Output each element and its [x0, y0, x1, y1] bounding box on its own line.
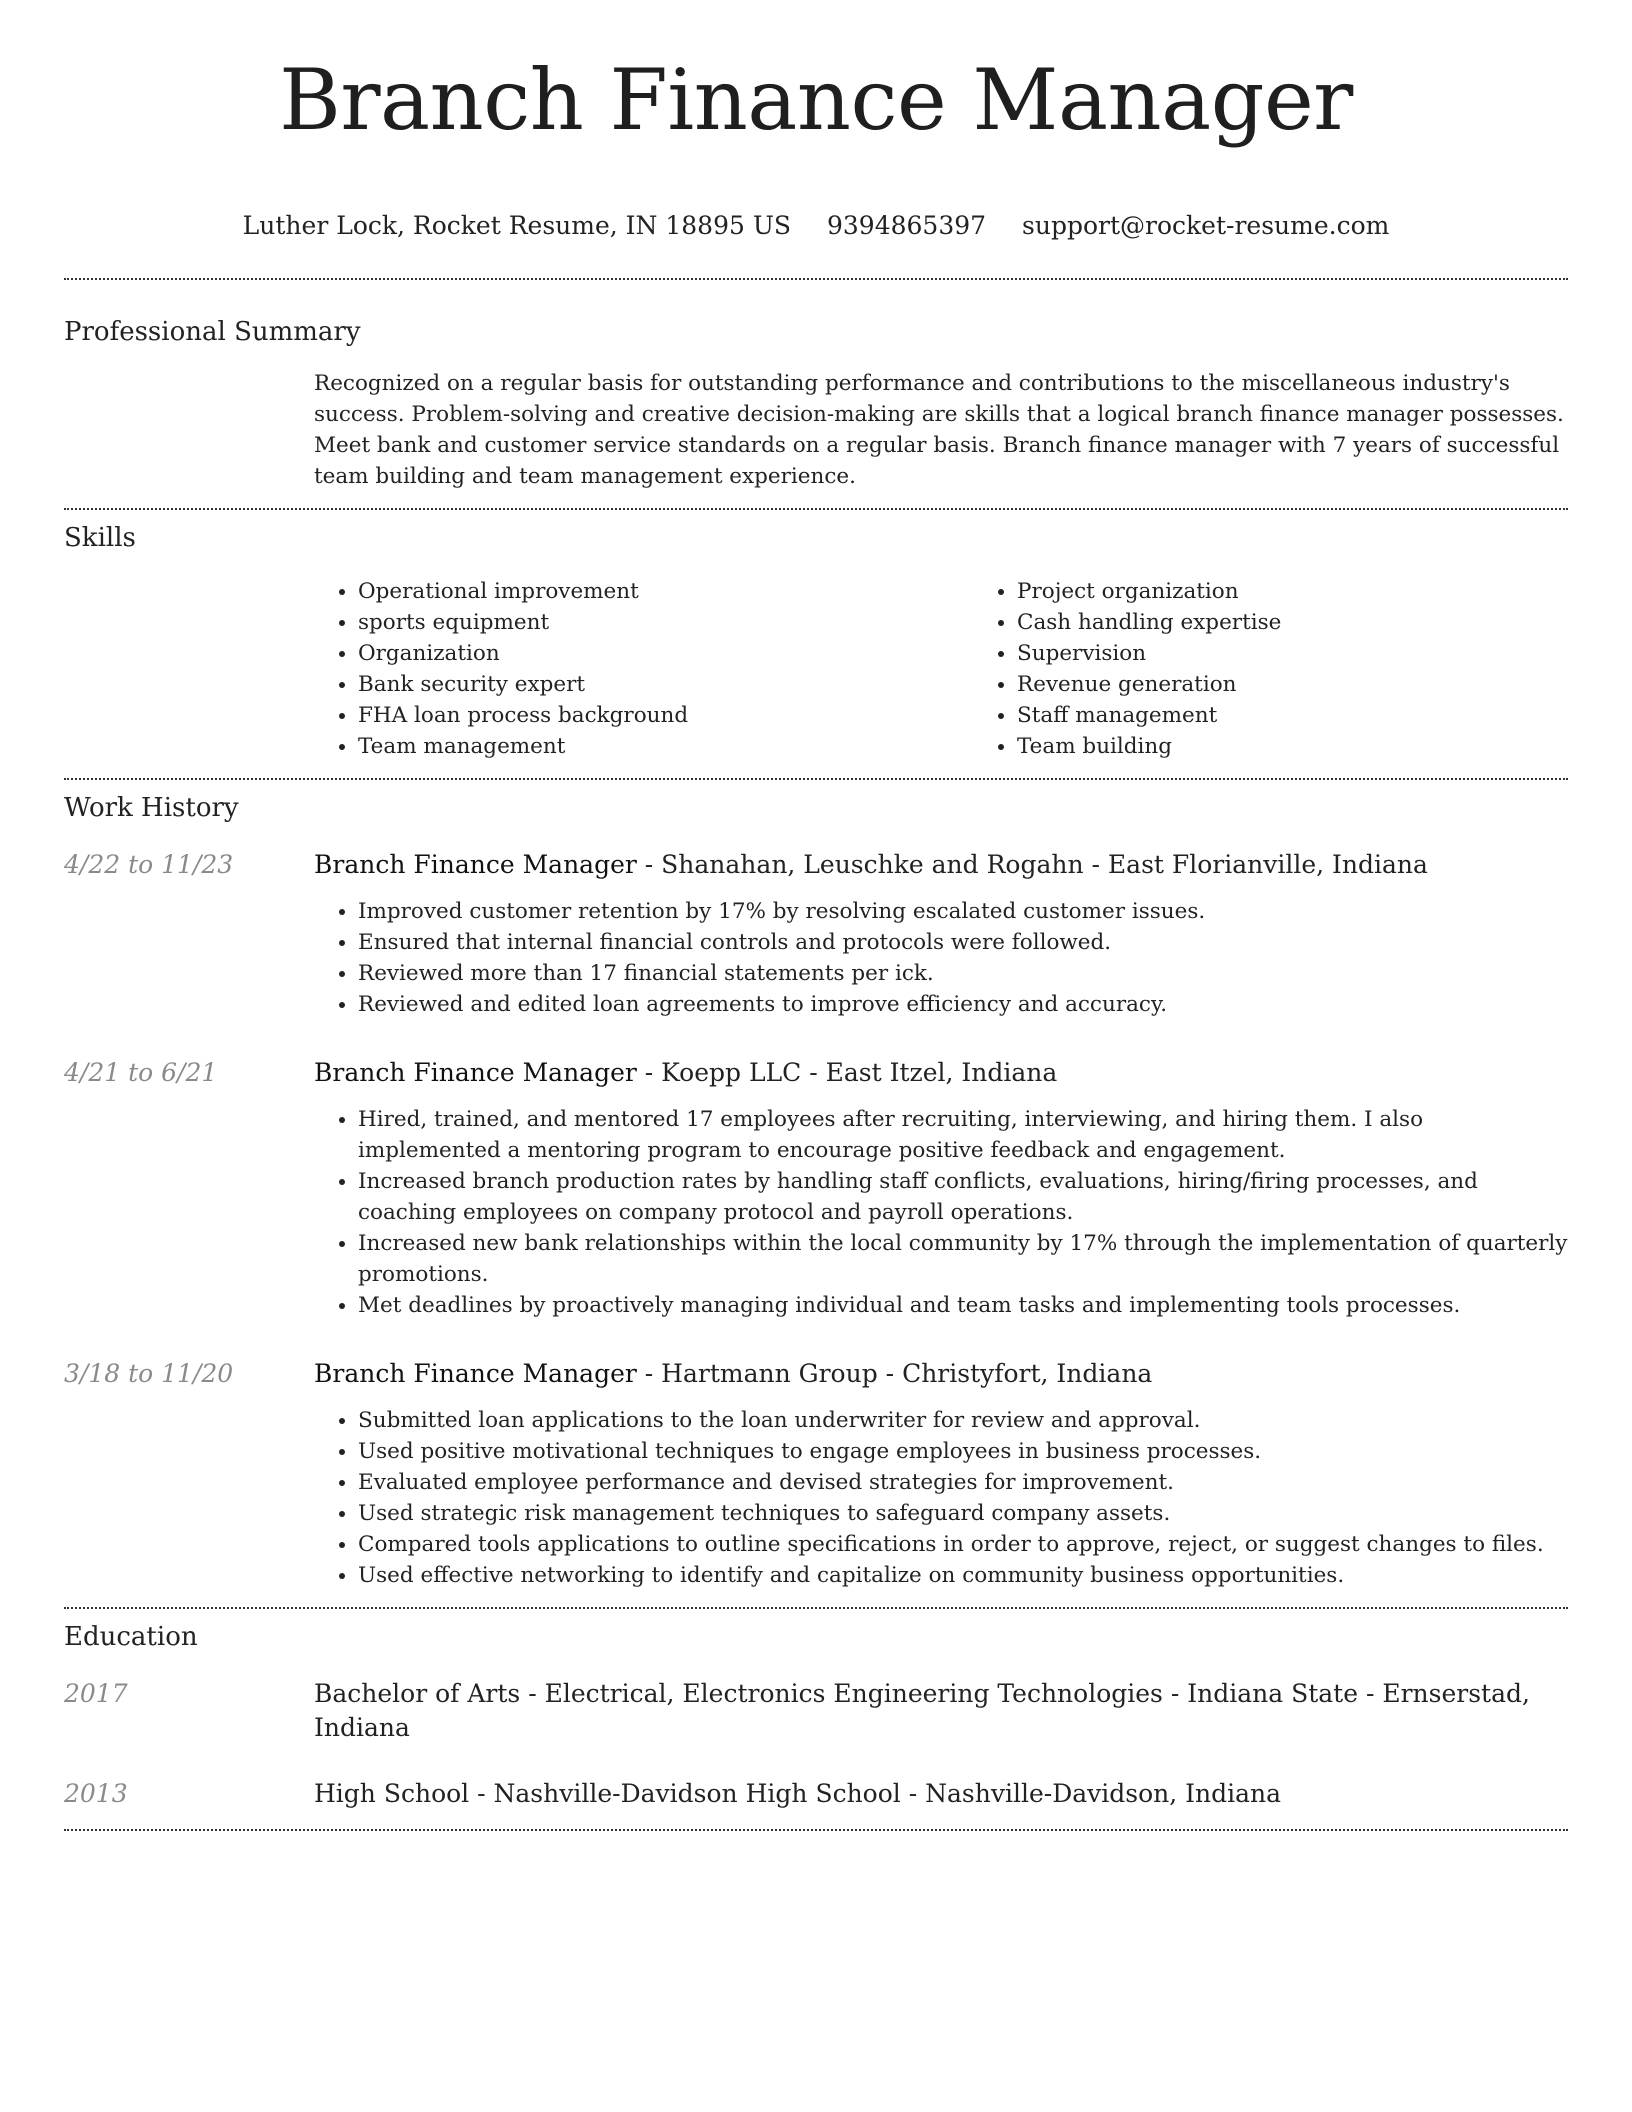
job-bullets: [314, 1104, 1568, 1321]
job-bullet: • Ensured that internal financial controls and protocols were followed.: [358, 927, 1568, 958]
job-company: Koepp LLC: [661, 1058, 802, 1087]
job-title: Branch Finance Manager: [314, 850, 637, 879]
skill-item: • Team building: [1017, 731, 1632, 762]
job-bullet: • Increased new bank relationships within the local community by 17% through the implementation of quarterly promotions.: [358, 1228, 1568, 1290]
job-bullet: • Hired, trained, and mentored 17 employees after recruiting, interviewing, and hiring them. I also implemented a mentoring program to encourage positive feedback and engagement.: [358, 1104, 1568, 1166]
skills-list-right: [973, 576, 1632, 762]
job-bullet: • Compared tools applications to outline specifications in order to approve, reject, or suggest changes to files.: [358, 1529, 1568, 1560]
skill-item: • Supervision: [1017, 638, 1632, 669]
skill-item: • sports equipment: [358, 607, 973, 638]
skill-item: • Staff management: [1017, 700, 1632, 731]
education-year: 2017: [64, 1679, 128, 1708]
contact-phone: 9394865397: [827, 211, 987, 240]
job-bullet: • Increased branch production rates by handling staff conflicts, evaluations, hiring/firing processes, and coaching employees on company protocol and payroll operations.: [358, 1166, 1568, 1228]
job-entry: [64, 1357, 1568, 1591]
summary-heading: Professional Summary: [64, 317, 361, 347]
job-bullet: • Used positive motivational techniques to engage employees in business processes.: [358, 1436, 1568, 1467]
education-entry: [64, 1777, 1568, 1811]
job-bullet: • Evaluated employee performance and devised strategies for improvement.: [358, 1467, 1568, 1498]
summary-section: [64, 368, 1568, 492]
education-school: Nashville-Davidson High School: [493, 1779, 901, 1808]
job-entry: [64, 848, 1568, 1020]
education-heading: Education: [64, 1622, 198, 1652]
skill-item: • Project organization: [1017, 576, 1632, 607]
job-dates: 4/21 to 6/21: [64, 1058, 218, 1087]
job-bullet: • Reviewed and edited loan agreements to improve efficiency and accuracy.: [358, 989, 1568, 1020]
education-degree: High School: [314, 1779, 470, 1808]
job-dates: 4/22 to 11/23: [64, 850, 234, 879]
education-heading-line: Bachelor of Arts - Electrical, Electronics Engineering Technologies - Indiana State - Ernserstad, Indiana: [314, 1679, 1530, 1742]
skills-section: [64, 576, 1568, 762]
education-degree: Bachelor of Arts: [314, 1679, 521, 1708]
contact-line: [64, 210, 1568, 242]
divider: [64, 778, 1568, 780]
job-bullet: • Met deadlines by proactively managing individual and team tasks and implementing tools processes.: [358, 1290, 1568, 1321]
job-bullet: • Improved customer retention by 17% by resolving escalated customer issues.: [358, 896, 1568, 927]
job-bullet: • Reviewed more than 17 financial statements per ick.: [358, 958, 1568, 989]
skills-list-left: [314, 576, 973, 762]
education-field: Electrical, Electronics Engineering Technologies: [544, 1679, 1163, 1708]
education-location: Ernserstad, Indiana: [314, 1679, 1530, 1742]
education-entry: [64, 1677, 1568, 1745]
job-bullets: [314, 896, 1568, 1020]
job-bullet: • Submitted loan applications to the loan underwriter for review and approval.: [358, 1405, 1568, 1436]
job-location: Christyfort, Indiana: [902, 1359, 1153, 1388]
summary-text: Recognized on a regular basis for outstanding performance and contributions to the miscellaneous industry's success. Problem-solving and creative decision-making are skills that a logical branch finance manager possesses. Meet bank and customer service standards on a regular basis. Branch finance manager with 7 years of successful team building and team management experience.: [314, 371, 1564, 489]
contact-address: Luther Lock, Rocket Resume, IN 18895 US: [242, 211, 792, 240]
job-company: Hartmann Group: [661, 1359, 878, 1388]
skill-item: • Organization: [358, 638, 973, 669]
divider: [64, 278, 1568, 280]
job-heading: Branch Finance Manager - Koepp LLC - East Itzel, Indiana: [314, 1058, 1058, 1087]
divider: [64, 1829, 1568, 1831]
divider: [64, 1607, 1568, 1609]
job-heading: Branch Finance Manager - Hartmann Group - Christyfort, Indiana: [314, 1359, 1153, 1388]
job-bullet: • Used strategic risk management techniques to safeguard company assets.: [358, 1498, 1568, 1529]
skill-item: • Operational improvement: [358, 576, 973, 607]
job-entry: [64, 1056, 1568, 1321]
skills-heading: Skills: [64, 523, 136, 553]
job-company: Shanahan, Leuschke and Rogahn: [661, 850, 1084, 879]
job-heading: Branch Finance Manager - Shanahan, Leuschke and Rogahn - East Florianville, Indiana: [314, 850, 1428, 879]
job-bullets: [314, 1405, 1568, 1591]
work-heading: Work History: [64, 793, 239, 823]
education-school: Indiana State: [1187, 1679, 1358, 1708]
job-title: Branch Finance Manager: [314, 1058, 637, 1087]
job-bullet: • Used effective networking to identify and capitalize on community business opportunities.: [358, 1560, 1568, 1591]
education-heading-line: High School - Nashville-Davidson High School - Nashville-Davidson, Indiana: [314, 1779, 1282, 1808]
skill-item: • Cash handling expertise: [1017, 607, 1632, 638]
resume-title: Branch Finance Manager: [279, 51, 1353, 149]
job-location: East Florianville, Indiana: [1107, 850, 1428, 879]
skill-item: • FHA loan process background: [358, 700, 973, 731]
skill-item: • Bank security expert: [358, 669, 973, 700]
job-title: Branch Finance Manager: [314, 1359, 637, 1388]
job-location: East Itzel, Indiana: [825, 1058, 1058, 1087]
skill-item: • Team management: [358, 731, 973, 762]
education-location: Nashville-Davidson, Indiana: [925, 1779, 1282, 1808]
job-dates: 3/18 to 11/20: [64, 1359, 234, 1388]
education-year: 2013: [64, 1779, 128, 1808]
skill-item: • Revenue generation: [1017, 669, 1632, 700]
divider: [64, 508, 1568, 510]
contact-email: support@rocket-resume.com: [1022, 211, 1390, 240]
